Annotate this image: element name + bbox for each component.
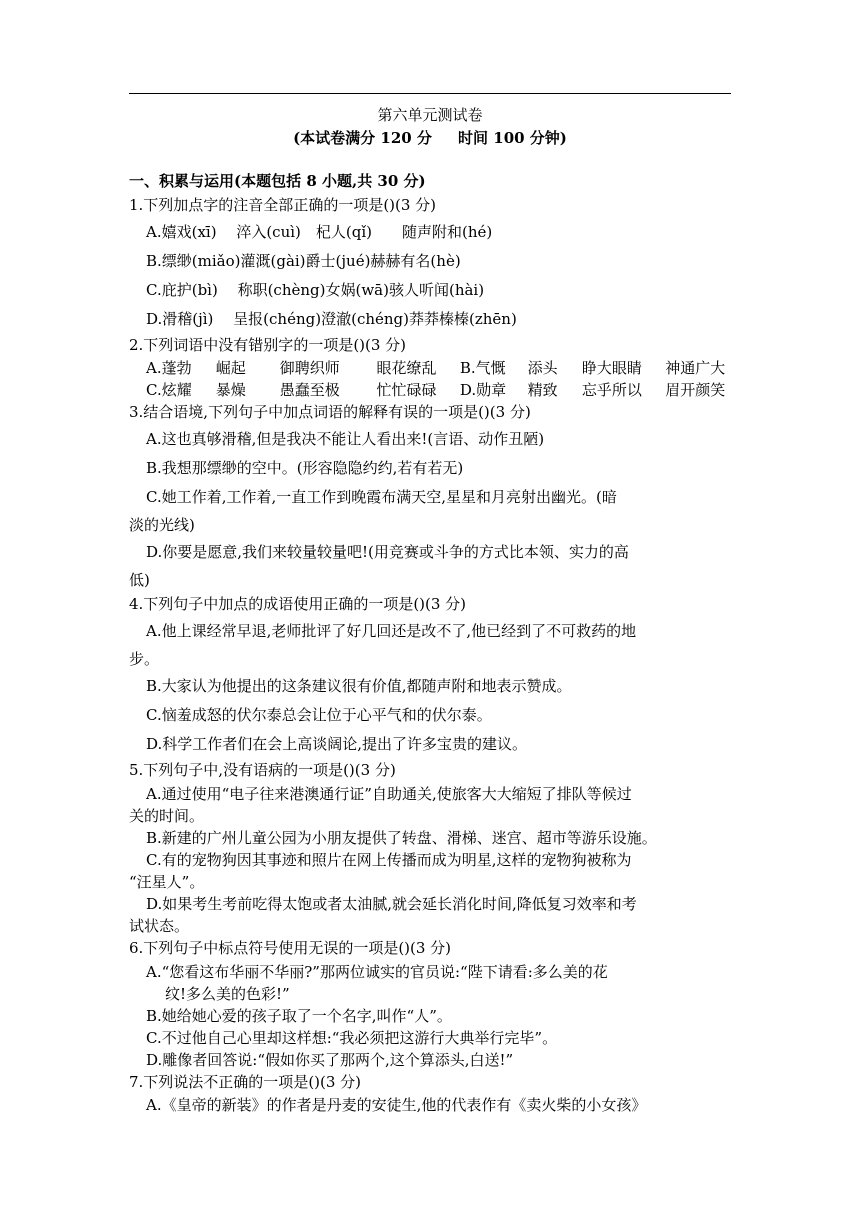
question-1-option-d: D.滑稽(jì) 呈报(chéng)澄澈(chéng)莽莽榛榛(zhēn)	[146, 309, 517, 328]
question-2-row-2	[146, 379, 733, 401]
question-6-option-d: D.雕像者回答说:“假如你买了那两个,这个算添头,白送!”	[146, 1050, 514, 1069]
question-5-stem: 5.下列句子中,没有语病的一项是()(3 分)	[129, 760, 396, 779]
question-5-option-a-cont: 关的时间。	[129, 806, 205, 825]
question-5-option-c-cont: “汪星人”。	[129, 872, 205, 891]
question-3-stem: 3.结合语境,下列句子中加点词语的解释有误的一项是()(3 分)	[129, 403, 531, 422]
question-4-stem: 4.下列句子中加点的成语使用正确的一项是()(3 分)	[129, 595, 467, 614]
word: 眼花缭乱	[376, 359, 437, 378]
question-3-option-a: A.这也真够滑稽,但是我决不能让人看出来!(言语、动作丑陋)	[146, 430, 545, 449]
question-3-option-d: D.你要是愿意,我们来较量较量吧!(用竞赛或斗争的方式比本领、实力的高	[146, 543, 629, 562]
word: 暴燥	[215, 381, 246, 400]
question-2-stem: 2.下列词语中没有错别字的一项是()(3 分)	[129, 335, 407, 354]
word: 御聘织师	[279, 359, 340, 378]
word: 添头	[527, 359, 558, 378]
question-4-option-c: C.恼羞成怒的伏尔泰总会让位于心平气和的伏尔泰。	[146, 705, 492, 724]
question-6-stem: 6.下列句子中标点符号使用无误的一项是()(3 分)	[129, 938, 452, 957]
question-1-option-a: A.嬉戏(xī) 淬入(cuì) 杞人(qǐ) 随声附和(hé)	[146, 222, 493, 241]
word: 忙忙碌碌	[376, 381, 437, 400]
question-1-option-b: B.缥缈(miǎo)灌溉(gài)爵士(jué)赫赫有名(hè)	[146, 251, 461, 270]
question-1-stem: 1.下列加点字的注音全部正确的一项是()(3 分)	[129, 195, 437, 214]
page-title: 第六单元测试卷	[377, 106, 483, 124]
word: 精致	[527, 381, 558, 400]
exam-content	[129, 170, 733, 1116]
question-3-option-d-cont: 低)	[129, 571, 150, 590]
question-3-option-c-cont: 淡的光线)	[129, 516, 195, 535]
question-5-option-d-cont: 试状态。	[129, 916, 190, 935]
word: D.勋章	[459, 381, 507, 400]
question-5-option-c: C.有的宠物狗因其事迹和照片在网上传播而成为明星,这样的宠物狗被称为	[146, 850, 632, 869]
header-rule	[129, 93, 731, 94]
question-1-option-c: C.庇护(bì) 称职(chèng)女娲(wā)骇人听闻(hài)	[146, 280, 485, 299]
question-6-option-a-cont: 纹!多么美的色彩!”	[165, 984, 290, 1003]
question-5-option-b: B.新建的广州儿童公园为小朋友提供了转盘、滑梯、迷宫、超市等游乐设施。	[146, 828, 657, 847]
question-6-option-a: A.“您看这布华丽不华丽?”那两位诚实的官员说:“陛下请看:多么美的花	[146, 962, 608, 981]
question-2-row-1	[146, 357, 733, 379]
word: C.炫耀	[146, 381, 192, 400]
question-3-option-b: B.我想那缥缈的空中。(形容隐隐约约,若有若无)	[146, 459, 464, 478]
question-5-option-a: A.通过使用“电子往来港澳通行证”自助通关,使旅客大大缩短了排队等候过	[146, 784, 632, 803]
question-7-option-a: A.《皇帝的新装》的作者是丹麦的安徒生,他的代表作有《卖火柴的小女孩》	[146, 1096, 647, 1115]
page-subtitle: (本试卷满分 120 分 时间 100 分钟)	[293, 129, 567, 147]
word: 愚蠢至极	[279, 381, 340, 400]
word: B.气慨	[459, 359, 506, 378]
question-7-stem: 7.下列说法不正确的一项是()(3 分)	[129, 1072, 362, 1091]
section-heading: 一、积累与运用(本题包括 8 小题,共 30 分)	[129, 172, 426, 190]
word: 崛起	[215, 359, 246, 378]
question-3-option-c: C.她工作着,工作着,一直工作到晚霞布满天空,星星和月亮射出幽光。(暗	[146, 488, 617, 507]
word: 忘乎所以	[581, 381, 642, 400]
question-6-option-b: B.她给她心爱的孩子取了一个名字,叫作“人”。	[146, 1006, 452, 1025]
question-4-option-a-cont: 步。	[129, 649, 160, 668]
question-4-option-a: A.他上课经常早退,老师批评了好几回还是改不了,他已经到了不可救药的地	[146, 621, 637, 640]
word: 睁大眼睛	[581, 359, 642, 378]
word: 眉开颜笑	[665, 381, 726, 400]
word: A.蓬勃	[146, 359, 192, 378]
question-4-option-b: B.大家认为他提出的这条建议很有价值,都随声附和地表示赞成。	[146, 676, 572, 695]
question-6-option-c: C.不过他自己心里却这样想:“我必须把这游行大典举行完毕”。	[146, 1028, 558, 1047]
question-4-option-d: D.科学工作者们在会上高谈阔论,提出了许多宝贵的建议。	[146, 734, 528, 753]
word: 神通广大	[665, 359, 726, 378]
question-5-option-d: D.如果考生考前吃得太饱或者太油腻,就会延长消化时间,降低复习效率和考	[146, 894, 637, 913]
